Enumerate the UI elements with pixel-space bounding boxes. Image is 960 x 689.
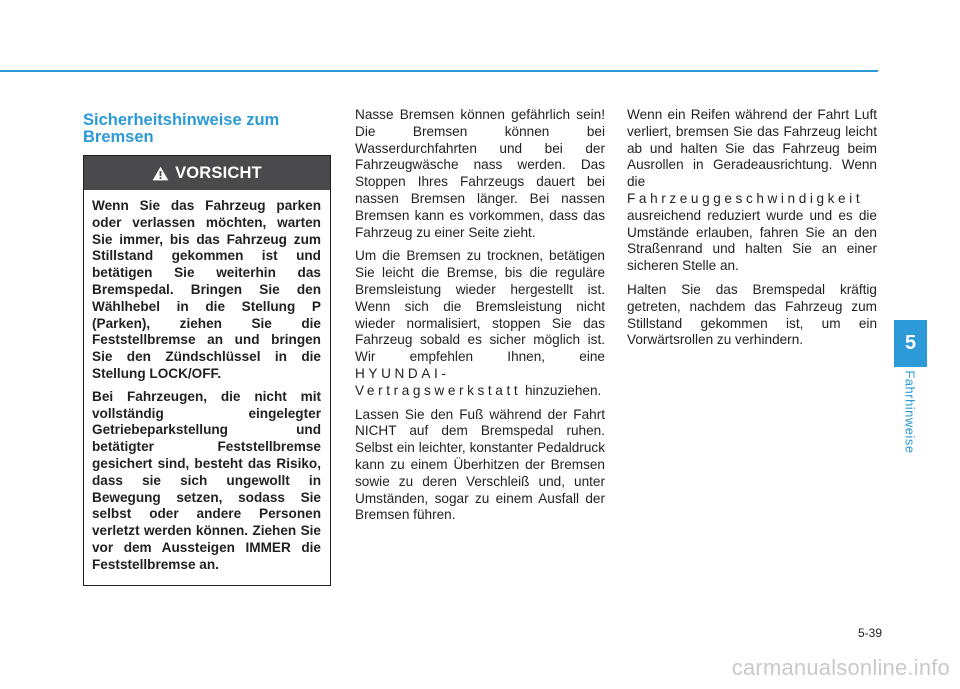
caution-body	[84, 190, 330, 574]
tire-loss-paragraph	[627, 107, 877, 275]
page-number: 5-39	[857, 626, 882, 640]
foot-on-pedal-paragraph: Lassen Sie den Fuß während der Fahrt NICHT auf dem Bremspedal ruhen. Selbst ein leichter, konstanter Pedaldruck kann zu einem Überhitzen der Bremsen sowie zu deren Verschleiß und, unter Umständen, sogar zu einem Ausfall der Bremsen führen.	[355, 406, 605, 523]
wet-brakes-paragraph: Nasse Bremsen können gefährlich sein! Die Bremsen können bei Wasserdurchfahrten und bei der Fahrzeugwäsche nass werden. Das Stoppen Ihres Fahrzeugs dauert bei nassen Bremsen länger. Bei nassen Bremsen kann es vorkommen, dass das Fahrzeug zu einer Seite zieht.	[355, 107, 605, 240]
caution-paragraph: Wenn Sie das Fahrzeug parken oder verlassen möchten, warten Sie immer, bis das Fahrzeug zum Stillstand gekommen ist und betätigen Sie weiterhin das Bremspedal. Bringen Sie den Wählhebel in die Stellung P (Parken), ziehen Sie die Feststellbremse an und bringen Sie den Zündschlüssel in die Stellung LOCK/OFF.	[92, 198, 321, 381]
caution-header	[84, 156, 330, 190]
header-rule	[0, 70, 878, 72]
text-run: Um die Bremsen zu trocknen, betätigen Sie leicht die Bremse, bis die reguläre Bremsleistung wieder hergestellt ist. Wenn sich die Bremsleistung nicht wieder normalisiert, stoppen Sie das Fahrzeug sobald es sicher möglich ist. Wir empfehlen Ihnen, eine	[355, 248, 605, 365]
right-column	[627, 107, 877, 356]
chapter-tab: 5	[894, 320, 927, 367]
text-run: Wenn ein Reifen während der Fahrt Luft verliert, bremsen Sie das Fahrzeug leicht ab und halten Sie das Fahrzeug beim Ausrollen in Geradeausrichtung. Wenn die	[627, 107, 877, 190]
section-title: Sicherheitshinweise zum Bremsen	[83, 111, 280, 146]
text-run: hinzuziehen.	[521, 382, 602, 398]
chapter-label: Fahrhinweise	[902, 370, 918, 454]
text-run: ausreichend reduziert wurde und es die Umstände erlauben, fahren Sie an den Straßenrand und halten Sie an einer sicheren Stelle an.	[627, 207, 877, 274]
caution-paragraph: Bei Fahrzeugen, die nicht mit vollständig eingelegter Getriebeparkstellung und betätigter Feststellbremse gesichert sind, besteht das Risiko, dass sie sich ungewollt in Bewegung setzen, sodass Sie selbst oder andere Personen verletzt werden können. Ziehen Sie vor dem Aussteigen IMMER die Feststellbremse an.	[92, 388, 321, 572]
middle-column	[355, 107, 605, 531]
spaced-word: Fahrzeuggeschwindigkeit	[627, 190, 864, 206]
dealer-name: HYUNDAI-Vertragswerkstatt	[355, 365, 522, 398]
hold-pedal-paragraph: Halten Sie das Bremspedal kräftig getreten, nachdem das Fahrzeug zum Stillstand gekommen ist, um ein Vorwärtsrollen zu verhindern.	[627, 281, 877, 348]
watermark: carmanualsonline.info	[731, 655, 950, 680]
warning-triangle-icon	[152, 166, 169, 181]
caution-box	[83, 155, 331, 586]
drying-brakes-paragraph	[355, 248, 605, 399]
caution-heading: VORSICHT	[175, 163, 262, 182]
